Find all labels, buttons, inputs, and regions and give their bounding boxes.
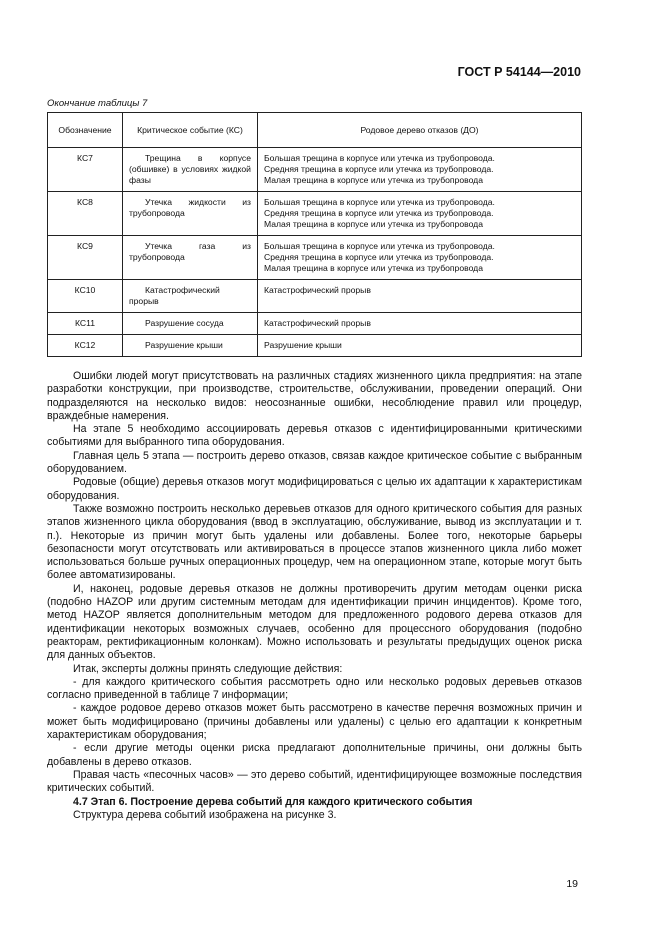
table-7 [47,112,582,357]
tree-line: Катастрофический прорыв [264,318,371,328]
paragraph: И, наконец, родовые деревья отказов не должны противоречить другим методам оценки риска (подобно HAZOP или другим системным методам для идентификации причин инцидентов). Кроме того, метод HAZOP является дополнительным методом для предложенного родового дерева отказов для идентификации некоторых возможных случаев, особенно для процессного оборудования (подобно реакторам, ректификационным колонкам). Можно использовать и результаты предыдущих оценок риска для данных объектов. [47,582,582,662]
cell-event: Разрушение сосуда [123,313,258,335]
cell-tree [258,148,582,192]
tree-line: Малая трещина в корпусе или утечка из трубопровода [264,219,483,229]
table-header-row [48,113,582,148]
section-heading: 4.7 Этап 6. Построение дерева событий для каждого критического события [73,795,473,808]
table-row [48,192,582,236]
cell-code: КС10 [48,280,123,313]
cell-code: КС7 [48,148,123,192]
tree-line: Большая трещина в корпусе или утечка из трубопровода. [264,197,495,207]
paragraph: На этапе 5 необходимо ассоциировать деревья отказов с идентифицированными критическими событиями для выбранного типа оборудования. [47,423,582,449]
cell-tree [258,335,582,357]
table-row [48,335,582,357]
tree-line: Катастрофический прорыв [264,285,371,295]
body-text [47,370,582,822]
cell-code: КС12 [48,335,123,357]
tree-line: Средняя трещина в корпусе или утечка из трубопровода. [264,252,494,262]
cell-event: Трещина в корпусе (обшивке) в условиях жидкой фазы [123,148,258,192]
cell-code: КС9 [48,236,123,280]
paragraph: Итак, эксперты должны принять следующие действия: [73,662,343,675]
standard-designation: ГОСТ Р 54144—2010 [457,65,581,79]
page-number: 19 [566,878,578,890]
cell-event: Утечка газа из трубопровода [123,236,258,280]
tree-line: Большая трещина в корпусе или утечка из трубопровода. [264,241,495,251]
cell-code: КС8 [48,192,123,236]
list-item: - каждое родовое дерево отказов может быть рассмотрено в качестве перечня возможных причин и может быть модифицировано (причины добавлены или удалены) с целью его адаптации к конкретным характеристикам оборудования; [47,702,582,742]
table-row [48,148,582,192]
tree-line: Средняя трещина в корпусе или утечка из трубопровода. [264,164,494,174]
list-item: - для каждого критического события рассмотреть одно или несколько родовых деревьев отказов согласно приведенной в таблице 7 информации; [47,675,582,702]
tree-line: Большая трещина в корпусе или утечка из трубопровода. [264,153,495,163]
table-row [48,236,582,280]
cell-event: Разрушение крыши [123,335,258,357]
paragraph: Родовые (общие) деревья отказов могут модифицироваться с целью их адаптации к характеристикам оборудования. [47,476,582,502]
cell-event: Катастрофический прорыв [123,280,258,313]
column-header-tree: Родовое дерево отказов (ДО) [258,113,582,148]
paragraph: Главная цель 5 этапа — построить дерево отказов, связав каждое критическое событие с выбранным оборудованием. [47,449,582,476]
cell-tree [258,313,582,335]
table-row [48,313,582,335]
cell-tree [258,280,582,313]
tree-line: Средняя трещина в корпусе или утечка из трубопровода. [264,208,494,218]
cell-tree [258,236,582,280]
list-item: - если другие методы оценки риска предлагают дополнительные причины, они должны быть добавлены в дерево отказов. [47,742,582,768]
cell-code: КС11 [48,313,123,335]
paragraph: Ошибки людей могут присутствовать на различных стадиях жизненного цикла предприятия: на этапе разработки конструкции, при производстве, строительстве, обслуживании, проведении операций. Они подразделяются на несколько видов: неосознанные ошибки, несоблюдение правил или процедур, враждебные намерения. [47,370,582,422]
cell-tree [258,192,582,236]
tree-line: Малая трещина в корпусе или утечка из трубопровода [264,175,483,185]
tree-line: Малая трещина в корпусе или утечка из трубопровода [264,263,483,273]
tree-line: Разрушение крыши [264,340,342,350]
cell-event: Утечка жидкости из трубопровода [123,192,258,236]
paragraph: Структура дерева событий изображена на рисунке 3. [73,808,337,821]
column-header-code: Обозначение [48,113,123,148]
paragraph: Также возможно построить несколько деревьев отказов для одного критического события для разных этапов жизненного цикла оборудования (ввод в эксплуатацию, обслуживание, вывод из эксплуатации и т. п.). Некоторые из причин могут быть удалены или добавлены. Более того, некоторые барьеры безопасности могут отсутствовать или активироваться в процессе этапов жизненного цикла либо может использоваться больше ручных операционных процедур, чем на операционном этапе, которые могут быть более автоматизированы. [47,502,582,582]
column-header-event: Критическое событие (КС) [123,113,258,148]
table-row [48,280,582,313]
paragraph: Правая часть «песочных часов» — это дерево событий, идентифицирующее возможные последствия критических событий. [47,768,582,795]
table-caption: Окончание таблицы 7 [47,98,148,109]
